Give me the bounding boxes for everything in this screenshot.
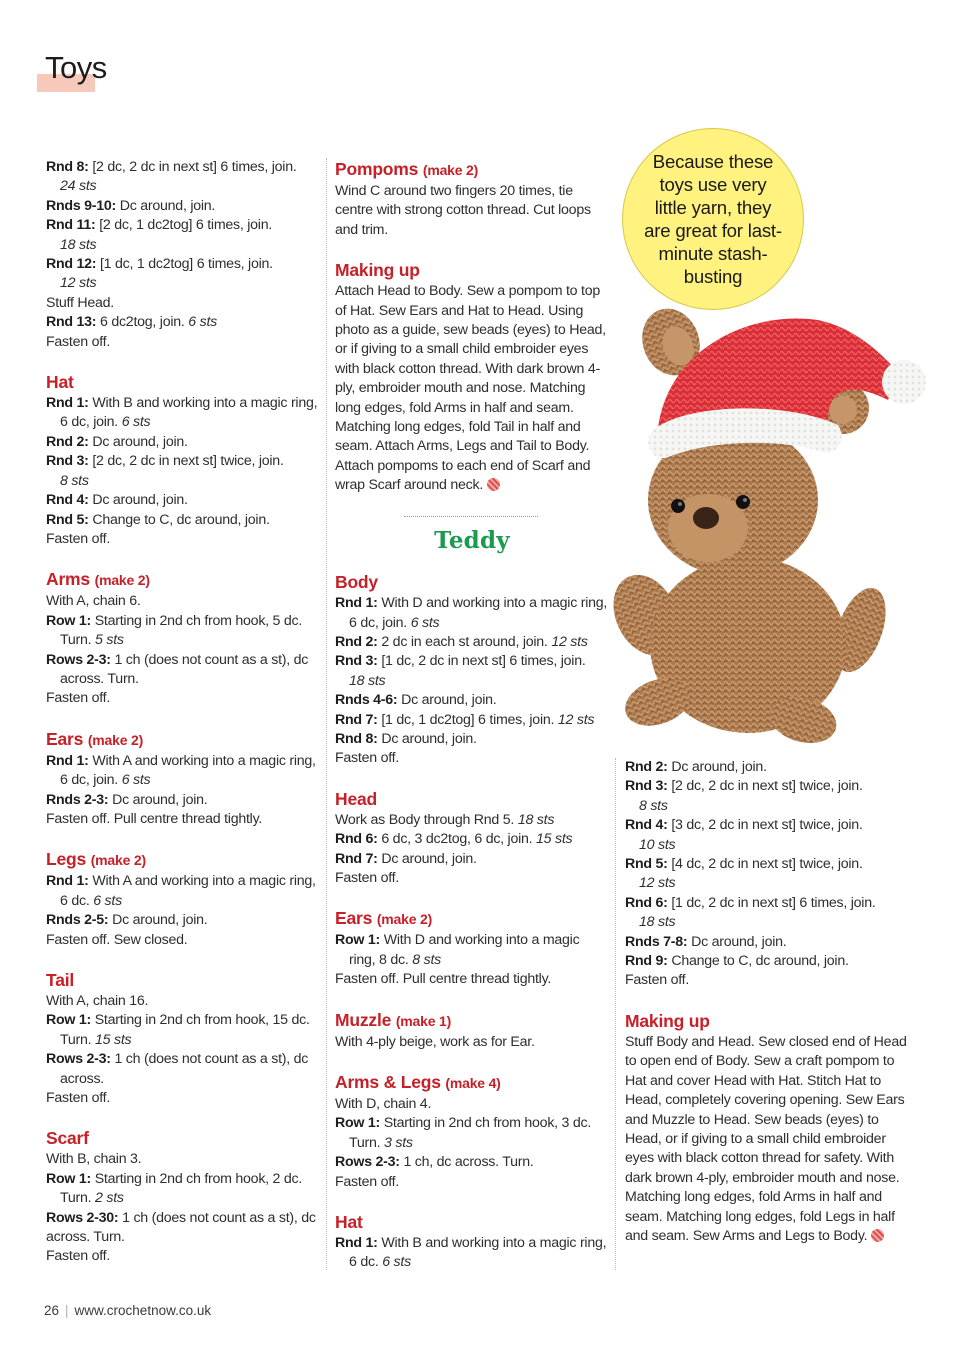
instruction-row: Rnd 3: [1 dc, 2 dc in next st] 6 times, join. <box>335 653 586 670</box>
section-heading-arms-legs: Arms & Legs (make 4) <box>335 1072 501 1092</box>
instruction-row: Rnds 7-8: Dc around, join. <box>625 933 787 950</box>
column-1 <box>46 158 318 1267</box>
instruction-text: Fasten off. <box>46 333 111 350</box>
instruction-row: Rnd 8: [2 dc, 2 dc in next st] 6 times, join. <box>46 159 297 175</box>
instruction-text: With A, chain 16. <box>46 993 149 1009</box>
section-heading-tail: Tail <box>46 970 75 990</box>
instruction-row: Row 1: Starting in 2nd ch from hook, 15 dc. Turn. 15 sts <box>46 1012 310 1048</box>
instruction-row: Rnd 1: With A and working into a magic ring, 6 dc, join. 6 sts <box>46 752 316 789</box>
instruction-row: Rnd 4: [3 dc, 2 dc in next st] twice, join. <box>625 817 863 834</box>
page-number: 26 <box>44 1303 60 1318</box>
section-title: Toys <box>45 50 107 85</box>
yarn-ball-icon <box>487 478 500 491</box>
section-heading-body: Body <box>335 572 378 593</box>
instruction-text: With 4-ply beige, work as for Ear. <box>335 1033 535 1050</box>
instruction-text: Fasten off. <box>46 530 111 547</box>
section-heading-hat: Hat <box>335 1212 363 1233</box>
instruction-row: Rnd 2: Dc around, join. <box>46 433 188 450</box>
instruction-text: Fasten off. Sew closed. <box>46 931 188 948</box>
column-2 <box>335 158 609 1273</box>
instruction-row: Rnd 3: [2 dc, 2 dc in next st] twice, join. <box>46 453 284 470</box>
page-footer: 26 | www.crochetnow.co.uk <box>44 1303 212 1318</box>
instruction-row: Row 1: Starting in 2nd ch from hook, 2 dc. Turn. 2 sts <box>46 1170 303 1207</box>
pattern-title: Teddy <box>434 526 510 554</box>
instruction-row: Rnd 1: With A and working into a magic ring, 6 dc. 6 sts <box>46 873 316 909</box>
instruction-row: Rows 2-3: 1 ch (does not count as a st), dc across. <box>46 1051 309 1087</box>
stitch-count: 8 sts <box>60 472 89 489</box>
stitch-count: 24 sts <box>60 178 97 195</box>
instruction-row: Rnd 3: [2 dc, 2 dc in next st] twice, join. <box>625 778 863 795</box>
instruction-text: Stuff Body and Head. Sew closed end of Head to open end of Body. Sew a craft pompom to Hat and cover Head with Hat. Stitch Hat to Head, completely covering opening. Sew Ears and Muzzle to Head. Sew beads (eyes) to Head, or if giving to a small child embroider eyes with black cotton thread for safety. With dark brown 4-ply, embroider mouth and nose. Matching long edges, fold Arms in half and seam. Matching long edges, fold Legs in half and seam. Sew Arms and Legs to Body. <box>625 1033 907 1244</box>
stitch-count: 8 sts <box>639 797 668 814</box>
stitch-count: 12 sts <box>639 875 676 892</box>
section-heading-hat: Hat <box>46 372 74 393</box>
instruction-row: Rnds 4-6: Dc around, join. <box>335 692 497 709</box>
instruction-text: Work as Body through Rnd 5. 18 sts <box>335 811 555 828</box>
section-heading-making-up: Making up <box>625 1010 710 1031</box>
instruction-text: Wind C around two fingers 20 times, tie centre with strong cotton thread. Cut loops and trim. <box>335 183 591 238</box>
column-divider <box>615 758 616 1270</box>
section-heading-ears: Ears (make 2) <box>335 908 433 929</box>
instruction-text: Fasten off. <box>625 972 690 989</box>
stitch-count: 12 sts <box>60 275 97 292</box>
instruction-text: With A, chain 6. <box>46 593 141 610</box>
website-url: www.crochetnow.co.uk <box>74 1303 212 1318</box>
tip-callout-text: Because these toys use very little yarn, they are great for last-minute stash-busting <box>644 151 782 287</box>
stitch-count: 18 sts <box>639 914 676 931</box>
instruction-row: Rnds 2-5: Dc around, join. <box>46 912 208 929</box>
section-heading-pompoms: Pompoms (make 2) <box>335 159 479 179</box>
instruction-text: Fasten off. <box>335 750 400 767</box>
instruction-text: Fasten off. <box>335 1173 400 1190</box>
instruction-text: Fasten off. <box>46 1090 111 1107</box>
instruction-text: Fasten off. <box>335 869 400 886</box>
instruction-row: Rnd 6: 6 dc, 3 dc2tog, 6 dc, join. 15 sts <box>335 831 573 848</box>
instruction-text: Fasten off. <box>46 690 111 707</box>
section-heading-head: Head <box>335 788 377 809</box>
instruction-row: Row 1: With D and working into a magic ring, 8 dc. 8 sts <box>335 932 580 968</box>
tip-callout <box>622 128 804 310</box>
instruction-text: With D, chain 4. <box>335 1096 432 1112</box>
instruction-row: Rnd 12: [1 dc, 1 dc2tog] 6 times, join. <box>46 256 273 273</box>
section-heading-making-up: Making up <box>335 260 420 281</box>
instruction-row: Rnd 11: [2 dc, 1 dc2tog] 6 times, join. <box>46 217 273 234</box>
instruction-row: Rows 2-3: 1 ch, dc across. Turn. <box>335 1154 534 1171</box>
instruction-row: Rows 2-30: 1 ch (does not count as a st), dc across. Turn. <box>46 1209 316 1246</box>
instruction-row: Rnds 2-3: Dc around, join. <box>46 791 208 808</box>
instruction-row: Row 1: Starting in 2nd ch from hook, 5 dc. Turn. 5 sts <box>46 612 303 649</box>
section-heading-arms: Arms (make 2) <box>46 569 150 590</box>
instruction-row: Rnd 1: With B and working into a magic ring, 6 dc, join. 6 sts <box>46 395 318 431</box>
instruction-text: Fasten off. Pull centre thread tightly. <box>335 971 552 988</box>
stitch-count: 10 sts <box>639 836 676 853</box>
instruction-row: Rnd 9: Change to C, dc around, join. <box>625 953 849 970</box>
instruction-row: Rnd 13: 6 dc2tog, join. 6 sts <box>46 314 217 331</box>
instruction-text: With B, chain 3. <box>46 1151 142 1168</box>
section-heading-muzzle: Muzzle (make 1) <box>335 1009 452 1030</box>
instruction-row: Rnd 4: Dc around, join. <box>46 492 188 509</box>
section-heading-ears: Ears (make 2) <box>46 728 144 749</box>
column-divider <box>326 158 327 1270</box>
instruction-row: Rnd 2: Dc around, join. <box>625 759 767 775</box>
instruction-row: Rnd 1: With D and working into a magic ring, 6 dc, join. 6 sts <box>335 595 608 631</box>
pattern-divider <box>404 516 538 517</box>
instruction-row: Row 1: Starting in 2nd ch from hook, 3 dc. Turn. 3 sts <box>335 1115 592 1151</box>
instruction-row: Rnd 2: 2 dc in each st around, join. 12 sts <box>335 633 588 650</box>
instruction-row: Rnd 5: Change to C, dc around, join. <box>46 511 270 528</box>
stitch-count: 18 sts <box>60 236 97 253</box>
instruction-text: Stuff Head. <box>46 294 114 311</box>
instruction-row: Rnd 8: Dc around, join. <box>335 730 477 747</box>
instruction-row: Rnd 7: [1 dc, 1 dc2tog] 6 times, join. 12 sts <box>335 711 595 728</box>
instruction-row: Rnds 9-10: Dc around, join. <box>46 197 216 214</box>
section-heading-legs: Legs (make 2) <box>46 849 146 870</box>
yarn-ball-icon <box>871 1229 884 1242</box>
instruction-row: Rnd 7: Dc around, join. <box>335 850 477 867</box>
teddy-bear-photo <box>598 290 938 750</box>
instruction-text: Fasten off. <box>46 1248 111 1265</box>
column-3 <box>625 758 907 1246</box>
instruction-text: Fasten off. Pull centre thread tightly. <box>46 810 263 827</box>
instruction-row: Rows 2-3: 1 ch (does not count as a st), dc across. Turn. <box>46 651 309 687</box>
instruction-row: Rnd 5: [4 dc, 2 dc in next st] twice, join. <box>625 856 863 873</box>
instruction-row: Rnd 6: [1 dc, 2 dc in next st] 6 times, join. <box>625 894 876 911</box>
instruction-row: Rnd 1: With B and working into a magic ring, 6 dc. 6 sts <box>335 1235 607 1271</box>
section-heading-scarf: Scarf <box>46 1128 89 1149</box>
instruction-text: Attach Head to Body. Sew a pompom to top of Hat. Sew Ears and Hat to Head. Using photo as a guide, sew beads (eyes) to Head, or if giving to a small child embroider eyes with black cotton thread. With dark brown 4-ply, embroider mouth and nose. Matching long edges, fold Arms in half and seam. Matching long edges, fold Tail in half and seam. Attach Arms, Legs and Tail to Body. Attach pompoms to each end of Scarf and wrap Scarf around neck. <box>335 283 606 494</box>
stitch-count: 18 sts <box>349 672 386 689</box>
